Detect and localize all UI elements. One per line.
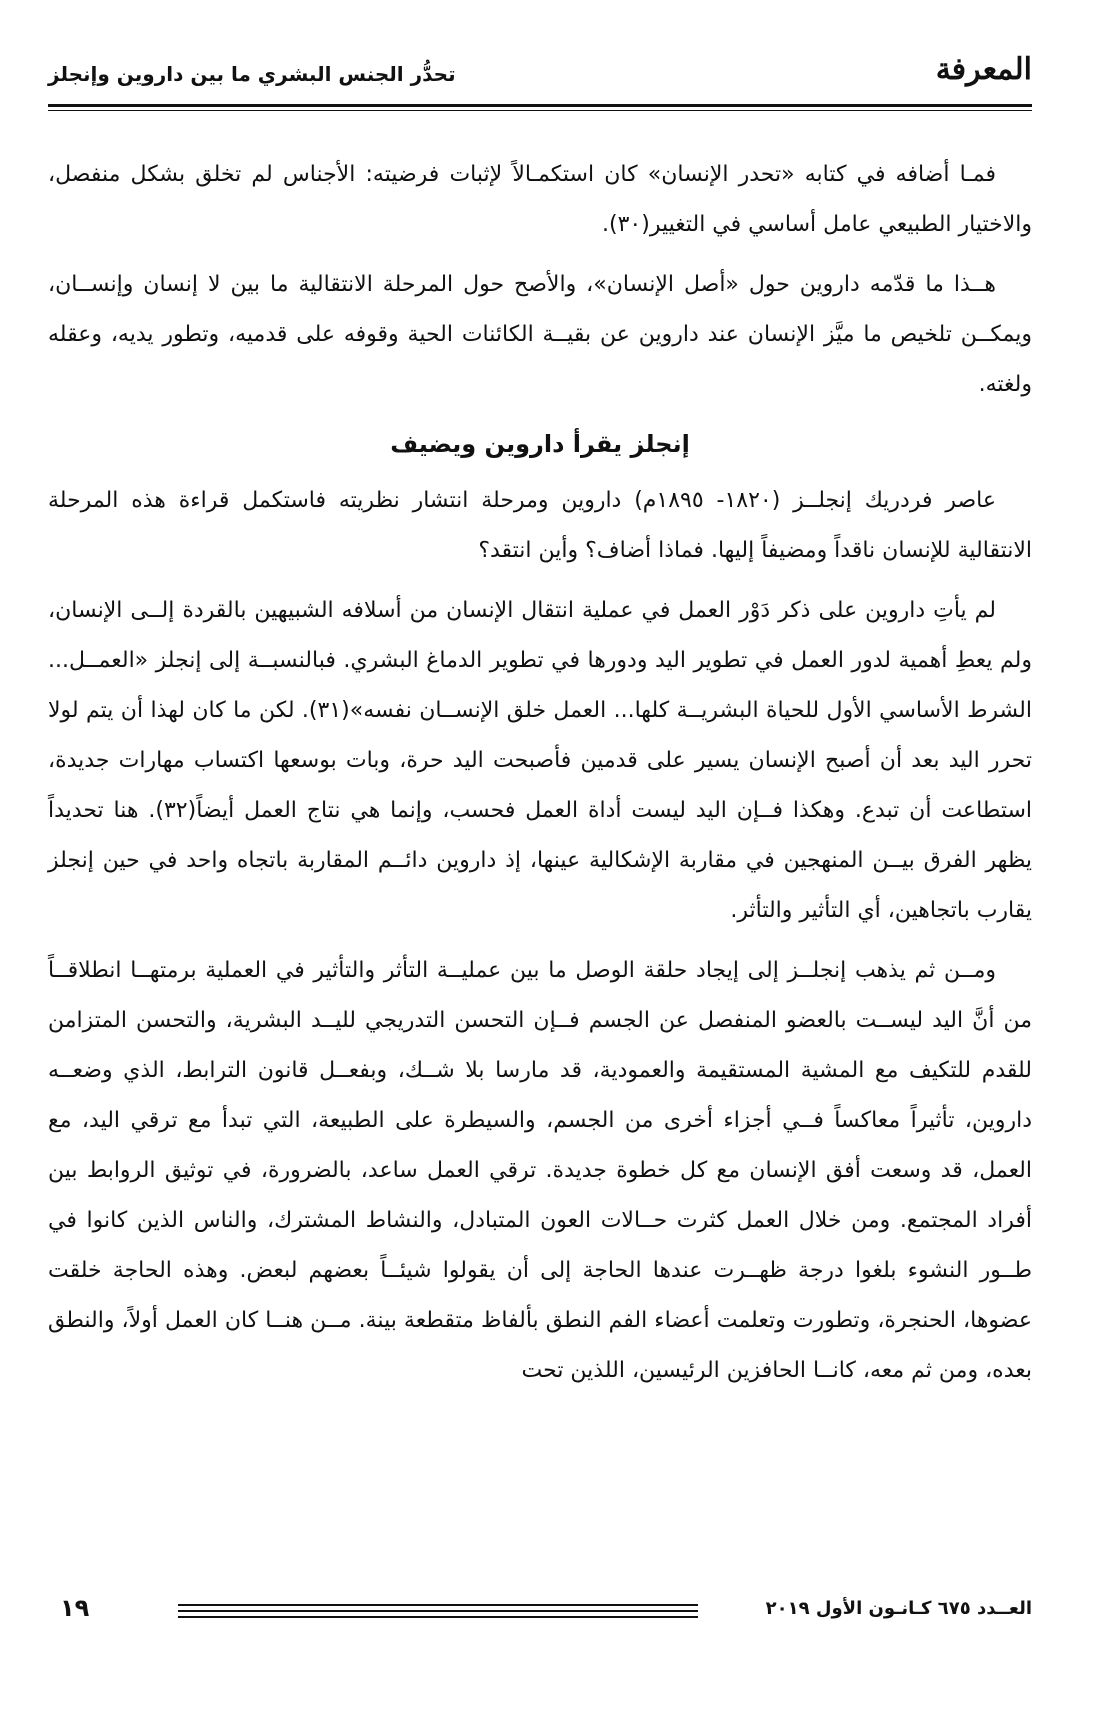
paragraph-5: ومــن ثم يذهب إنجلــز إلى إيجاد حلقة الوصل ما بين عمليــة التأثر والتأثير في العملية برمتهــا انطلاقــاً من أنَّ اليد ليســت بالعضو المنفصل عن الجسم فــإن التحسن التدريجي لليــد البشرية، والتحسن المتزامن للقدم للتكيف مع المشية المستقيمة والعمودية، قد مارسا بلا شــك، وبفعــل قانون الترابط، الذي وضعــه داروين، تأثيراً معاكساً فــي أجزاء أخرى من الجسم، والسيطرة على الطبيعة، التي تبدأ مع ترقي اليد، مع العمل، قد وسعت أفق الإنسان مع كل خطوة جديدة. ترقي العمل ساعد، بالضرورة، في توثيق الروابط بين أفراد المجتمع. ومن خلال العمل كثرت حــالات العون المتبادل، والنشاط المشترك، والناس الذين كانوا في طــور النشوء بلغوا درجة ظهــرت عندها الحاجة إلى أن يقولوا شيئــاً بعضهم لبعض. وهذه الحاجة خلقت عضوها، الحنجرة، وتطورت وتعلمت أعضاء الفم النطق بألفاظ متقطعة بينة. مــن هنــا كان العمل أولاً، والنطق بعده، ومن ثم معه، كانــا الحافزين الرئيسين، اللذين تحت	[48, 958, 1032, 1383]
paragraph-3: عاصر فردريك إنجلــز (١٨٢٠- ١٨٩٥م) داروين ومرحلة انتشار نظريته فاستكمل قراءة هذه المرحلة الانتقالية للإنسان ناقداً ومضيفاً إليها. فماذا أضاف؟ وأين انتقد؟	[48, 488, 1032, 563]
issue-info: العــدد ٦٧٥ كـانـون الأول ٢٠١٩	[765, 1598, 1032, 1619]
page-number: ١٩	[60, 1594, 90, 1622]
header-rule-thin	[48, 110, 1032, 111]
magazine-logo: المعرفة	[935, 52, 1032, 87]
paragraph-2: هــذا ما قدّمه داروين حول «أصل الإنسان»، والأصح حول المرحلة الانتقالية ما بين لا إنسان وإنســان، ويمكــن تلخيص ما ميَّز الإنسان عند داروين عن بقيــة الكائنات الحية وقوفه على قدميه، وتطور يديه، وعقله ولغته.	[48, 272, 1032, 397]
section-heading: إنجلز يقرأ داروين ويضيف	[390, 430, 690, 458]
footer-rules	[178, 1604, 698, 1622]
article-body	[48, 150, 1032, 1406]
paragraph-4: لم يأتِ داروين على ذكر دَوْر العمل في عملية انتقال الإنسان من أسلافه الشبيهين بالقردة إلــى الإنسان، ولم يعطِ أهمية لدور العمل في تطوير اليد ودورها في تطوير الدماغ البشري. فبالنسبــة إلى إنجلز «العمــل... الشرط الأساسي الأول للحياة البشريــة كلها... العمل خلق الإنســان نفسه»(٣١). لكن ما كان لهذا أن يتم لولا تحرر اليد بعد أن أصبح الإنسان يسير على قدمين فأصبحت اليد حرة، وبات بوسعها اكتساب مهارات جديدة، استطاعت أن تبدع. وهكذا فــإن اليد ليست أداة العمل فحسب، وإنما هي نتاج العمل أيضاً(٣٢). هنا تحديداً يظهر الفرق بيــن المنهجين في مقاربة الإشكالية عينها، إذ داروين دائــم المقاربة باتجاه واحد في حين إنجلز يقارب باتجاهين، أي التأثير والتأثر.	[48, 598, 1032, 923]
header-rule	[48, 104, 1032, 107]
running-title: تحدُّر الجنس البشري ما بين داروين وإنجلز	[48, 62, 456, 86]
page-header	[48, 48, 1032, 98]
page-footer	[48, 1592, 1032, 1632]
paragraph-1: فمـا أضافه في كتابه «تحدر الإنسان» كان استكمـالاً لإثبات فرضيته: الأجناس لم تخلق بشكل منفصل، والاختيار الطبيعي عامل أساسي في التغيير(٣٠).	[48, 162, 1032, 237]
